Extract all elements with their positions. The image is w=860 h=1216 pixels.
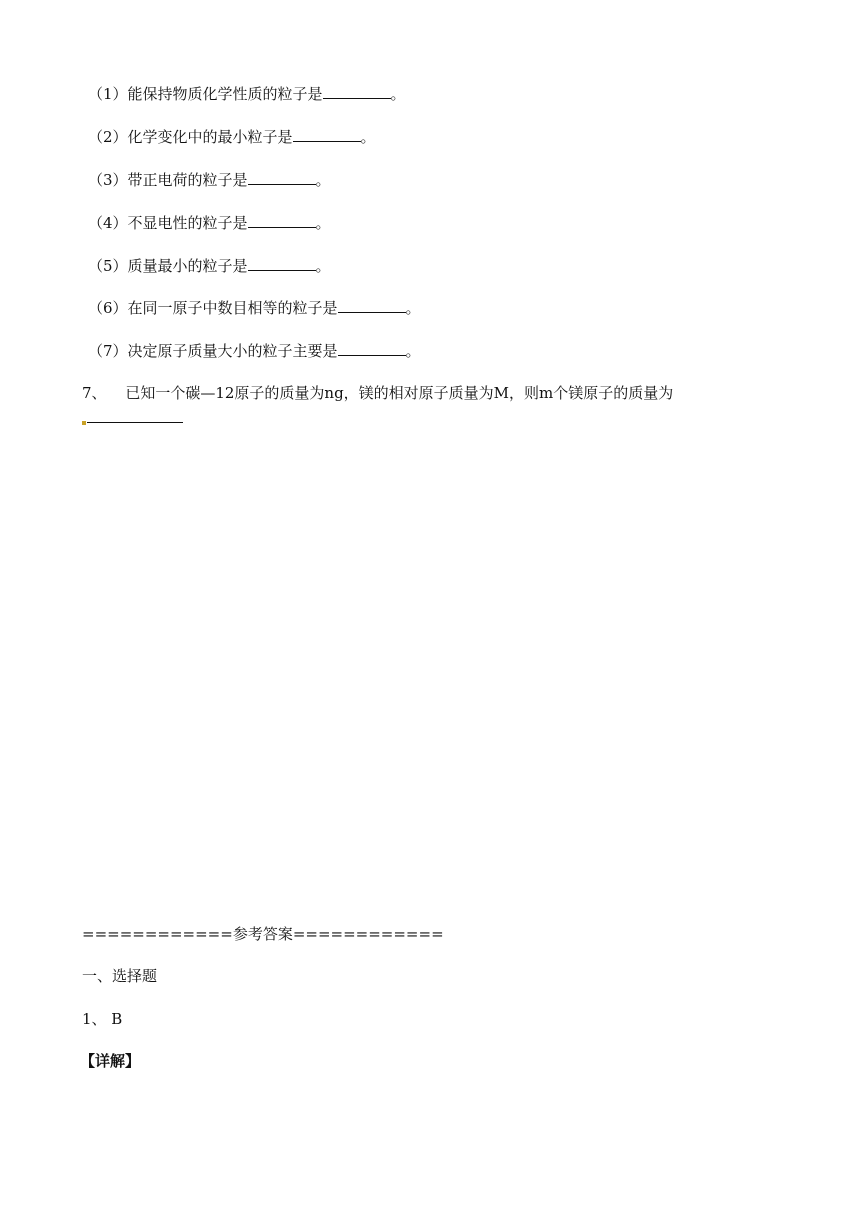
question-seven-text: 已知一个碳—12原子的质量为ng，镁的相对原子质量为M，则m个镁原子的质量为 (125, 384, 674, 402)
answer-blank[interactable] (248, 170, 316, 185)
detail-heading: 【详解】 (80, 1052, 141, 1070)
question-seven (82, 383, 673, 403)
question-5-end: 。 (315, 257, 331, 275)
question-7-text: （7）决定原子质量大小的粒子主要是 (88, 342, 338, 360)
question-5 (88, 256, 331, 276)
question-2 (88, 127, 376, 147)
question-4-text: （4）不显电性的粒子是 (88, 214, 248, 232)
question-number: 7、 (82, 384, 107, 402)
question-6 (88, 298, 421, 318)
question-2-end: 。 (360, 128, 376, 146)
question-1 (88, 84, 406, 104)
question-1-end: 。 (390, 85, 406, 103)
answer-blank[interactable] (338, 298, 406, 313)
question-7 (88, 341, 421, 361)
question-6-end: 。 (405, 299, 421, 317)
question-7-end: 。 (405, 342, 421, 360)
question-seven-blank-row (82, 408, 183, 428)
answer-divider: ============参考答案============ (82, 925, 444, 943)
question-5-text: （5）质量最小的粒子是 (88, 257, 248, 275)
answer-blank[interactable] (248, 256, 316, 271)
question-2-text: （2）化学变化中的最小粒子是 (88, 128, 293, 146)
question-3-end: 。 (315, 171, 331, 189)
answer-blank[interactable] (87, 408, 183, 423)
answer-blank[interactable] (323, 84, 391, 99)
question-3-text: （3）带正电荷的粒子是 (88, 171, 248, 189)
question-1-text: （1）能保持物质化学性质的粒子是 (88, 85, 323, 103)
question-6-text: （6）在同一原子中数目相等的粒子是 (88, 299, 338, 317)
answer-blank[interactable] (293, 127, 361, 142)
cursor-mark-icon (82, 421, 86, 425)
question-4-end: 。 (315, 214, 331, 232)
question-4 (88, 213, 331, 233)
answer-item: 1、 B (82, 1010, 123, 1028)
section-heading: 一、选择题 (82, 967, 158, 985)
answer-blank[interactable] (338, 341, 406, 356)
answer-blank[interactable] (248, 213, 316, 228)
question-3 (88, 170, 331, 190)
